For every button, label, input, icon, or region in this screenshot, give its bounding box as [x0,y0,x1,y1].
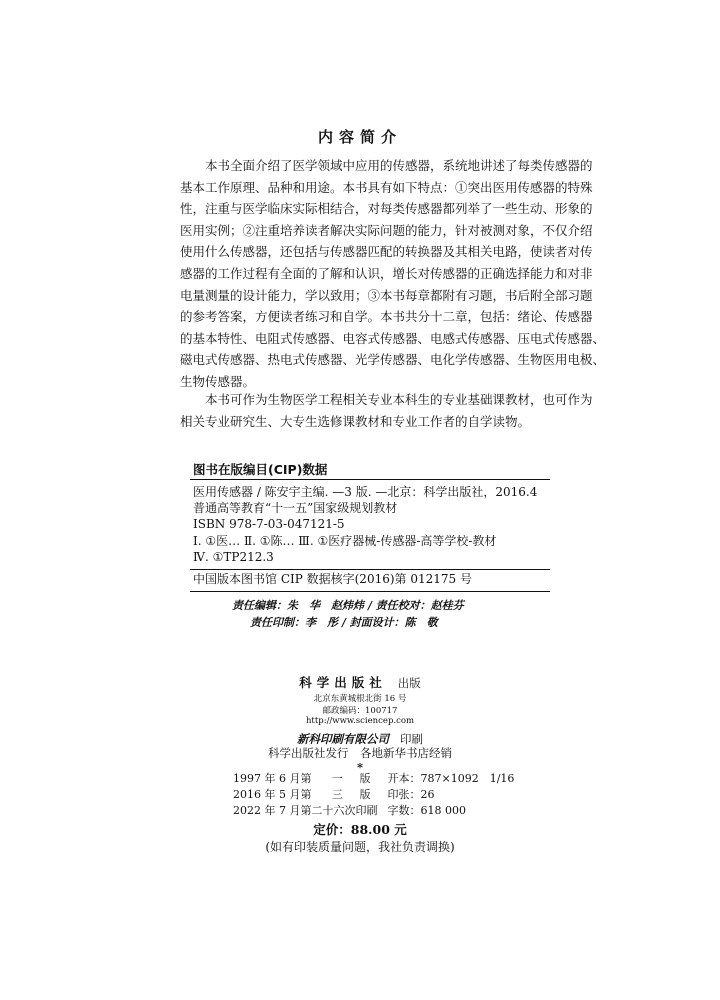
publisher-line [0,672,720,691]
edition-label: 版 [359,788,371,801]
publisher-name: 科学出版社 [299,675,387,690]
intro-line: 磁电式传感器、热电式传感器、光学传感器、电化学传感器、生物医用电极、 [180,352,606,368]
credits-editors: 责任编辑：朱 华 赵炜炜 / 责任校对：赵桂芬 [232,599,464,612]
edition-table [233,771,524,819]
cip-catalog-number: 中国版本图书馆 CIP 数据核字(2016)第 012175 号 [193,572,472,586]
edition-label: 版 [359,772,371,785]
publish-label: 出版 [397,676,421,690]
edition-spec: 字数：618 000 [387,804,466,817]
intro-line: 生物传感器。 [180,373,256,389]
intro-paragraph-2 [180,389,593,432]
edition-date: 2016 年 5 月第 [233,788,312,801]
cip-heading: 图书在版编目(CIP)数据 [193,462,328,477]
cip-line: Ⅰ. ①医… Ⅱ. ①陈… Ⅲ. ①医疗器械-传感器-高等学校-教材 [193,534,497,548]
intro-line: 的参考答案，方便读者练习和自学。本书共分十二章，包括：绪论、传感器 [180,309,593,325]
publisher-postcode: 邮政编码：100717 [322,706,398,716]
intro-paragraph-1 [180,155,606,393]
printer-name: 新科印刷有限公司 [296,732,389,746]
intro-line: 使用什么传感器，还包括与传感器匹配的转换器及其相关电路，使读者对传 [180,244,593,260]
edition-row [233,787,524,803]
intro-line: 性，注重与医学临床实际相结合，对每类传感器都列举了一些生动、形象的 [180,201,593,217]
edition-number: 三 [331,788,343,801]
cip-line: Ⅳ. ①TP212.3 [193,550,274,564]
intro-line: 医用实例；②注重培养读者解决实际问题的能力，针对被测对象，不仅介绍 [180,222,593,238]
intro-line: 相关专业研究生、大专生选修课教材和专业工作者的自学读物。 [180,413,531,429]
print-label: 印刷 [400,732,424,746]
credits-production: 责任印制：李 彤 / 封面设计：陈 敬 [250,616,438,629]
separator-star: * [356,760,363,774]
publisher-url: http://www.sciencep.com [305,716,415,726]
page-title: 内容简介 [317,128,402,146]
cip-line: 医用传感器 / 陈安宇主编. —3 版. —北京：科学出版社，2016.4 [193,485,538,499]
edition-row [233,803,524,819]
intro-line: 的基本特性、电阻式传感器、电容式传感器、电感式传感器、压电式传感器、 [180,330,606,346]
intro-line: 本书可作为生物医学工程相关专业本科生的专业基础课教材，也可作为 [205,392,593,407]
cip-line: 普通高等教育“十一五”国家级规划教材 [193,501,398,515]
distribution-line: 科学出版社发行 各地新华书店经销 [268,746,452,760]
cip-classification [193,533,496,565]
cip-line: ISBN 978-7-03-047121-5 [193,517,345,531]
edition-spec: 开本：787×1092 1/16 [387,772,515,785]
edition-number: 一 [331,772,343,785]
intro-line: 基本工作原理、品种和用途。本书具有如下特点：①突出医用传感器的特殊 [180,179,593,195]
price: 定价：88.00 元 [313,822,407,837]
intro-line: 本书全面介绍了医学领域中应用的传感器，系统地讲述了每类传感器的 [205,158,593,173]
cip-record [193,484,537,532]
cip-middle-rule [190,569,550,570]
publisher-address: 北京东黄城根北街 16 号 [313,694,407,704]
cip-top-rule [190,479,550,480]
cip-bottom-rule [190,591,550,592]
edition-date: 2022 年 7 月第二十六次印刷 [233,804,378,817]
quality-note: (如有印装质量问题，我社负责调换) [265,840,455,854]
intro-line: 电量测量的设计能力，学以致用；③本书每章都附有习题，书后附全部习题 [180,287,593,303]
edition-spec: 印张：26 [387,788,435,801]
edition-date: 1997 年 6 月第 [233,772,312,785]
intro-line: 感器的工作过程有全面的了解和认识，增长对传感器的正确选择能力和对非 [180,265,593,281]
edition-row [233,771,524,787]
